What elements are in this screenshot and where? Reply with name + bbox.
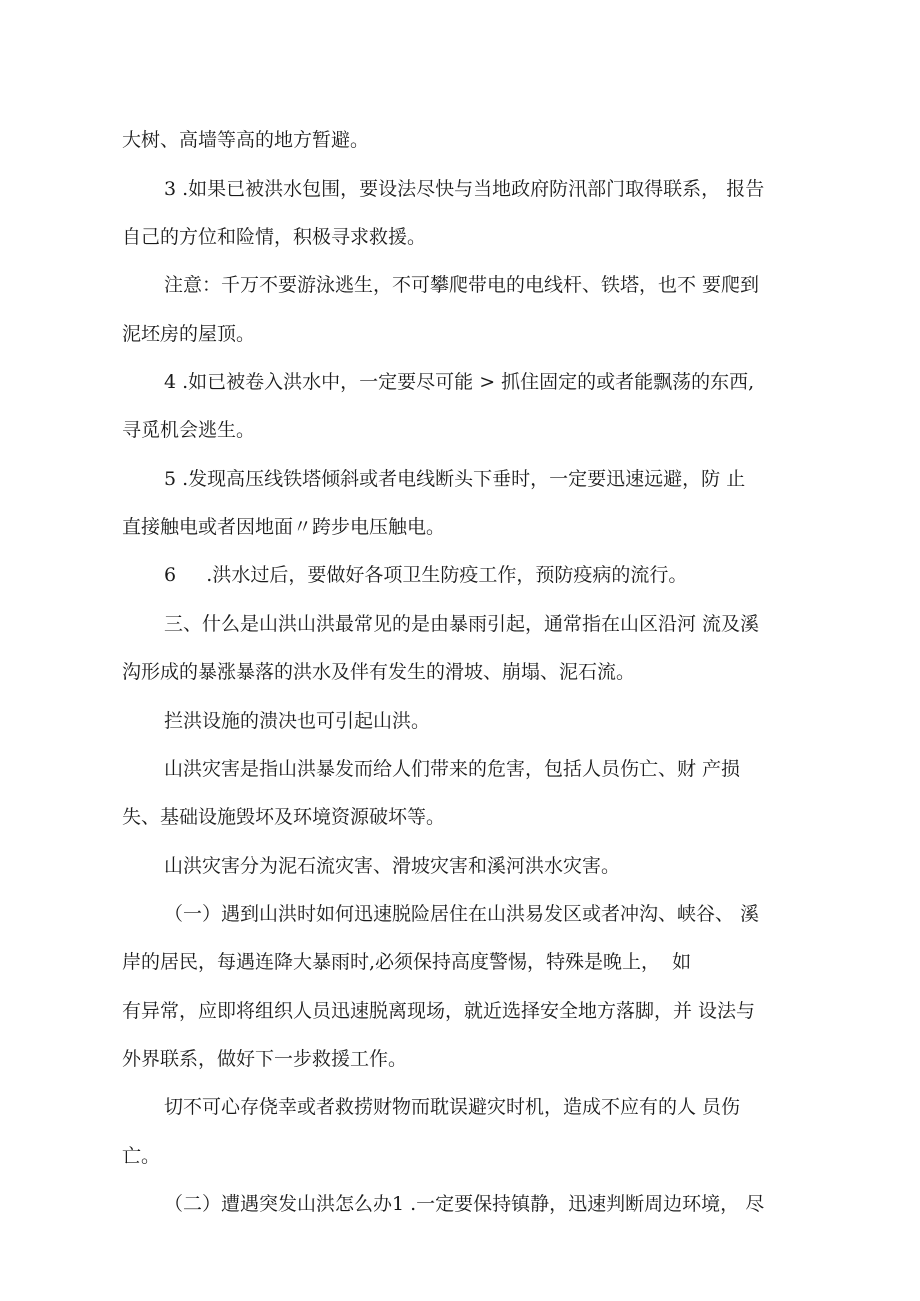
text-line-10: 6 .洪水过后，要做好各项卫生防疫工作，预防疫病的流行。 — [164, 564, 688, 586]
text-line-13: 拦洪设施的溃决也可引起山洪。 — [164, 710, 431, 732]
text-line-4: 注意：千万不要游泳逃生，不可攀爬带电的电线杆、铁塔，也不 要爬到 — [164, 274, 760, 296]
text-line-21: 切不可心存侥幸或者救捞财物而耽误避灾时机，造成不应有的人 员伤 — [164, 1096, 741, 1118]
text-line-9: 直接触电或者因地面〃跨步电压触电。 — [122, 516, 446, 538]
text-line-20: 外界联系，做好下一步救援工作。 — [122, 1048, 408, 1070]
text-line-1: 大树、高墙等高的地方暂避。 — [122, 129, 370, 151]
text-line-15: 失、基础设施毁坏及环境资源破坏等。 — [122, 806, 446, 828]
text-line-16: 山洪灾害分为泥石流灾害、滑坡灾害和溪河洪水灾害。 — [164, 855, 621, 877]
text-line-23: （二）遭遇突发山洪怎么办1 .一定要保持镇静，迅速判断周边环境， 尽 — [164, 1193, 765, 1215]
text-line-14: 山洪灾害是指山洪暴发而给人们带来的危害，包括人员伤亡、财 产损 — [164, 758, 741, 780]
text-line-2: 3 .如果已被洪水包围，要设法尽快与当地政府防汛部门取得联系， 报告 — [164, 178, 765, 200]
text-line-18: 岸的居民，每遇连降大暴雨时,必须保持高度警惕，特殊是晚上， 如 — [122, 951, 692, 973]
text-line-7: 寻觅机会逃生。 — [122, 419, 256, 441]
text-line-17: （一）遇到山洪时如何迅速脱险居住在山洪易发区或者冲沟、峡谷、 溪 — [164, 903, 760, 925]
text-line-19: 有异常，应即将组织人员迅速脱离现场，就近选择安全地方落脚，并 设法与 — [122, 1000, 756, 1022]
text-line-6: 4 .如已被卷入洪水中，一定要尽可能 > 抓住固定的或者能飘荡的东西, — [164, 371, 755, 393]
text-line-3: 自己的方位和险情，积极寻求救援。 — [122, 226, 427, 248]
text-line-11: 三、什么是山洪山洪最常见的是由暴雨引起，通常指在山区沿河 流及溪 — [164, 613, 760, 635]
text-line-22: 亡。 — [122, 1145, 161, 1167]
text-line-12: 沟形成的暴涨暴落的洪水及伴有发生的滑坡、崩塌、泥石流。 — [122, 661, 636, 683]
text-line-8: 5 .发现高压线铁塔倾斜或者电线断头下垂时，一定要迅速远避，防 止 — [164, 468, 746, 490]
text-line-5: 泥坯房的屋顶。 — [122, 323, 256, 345]
